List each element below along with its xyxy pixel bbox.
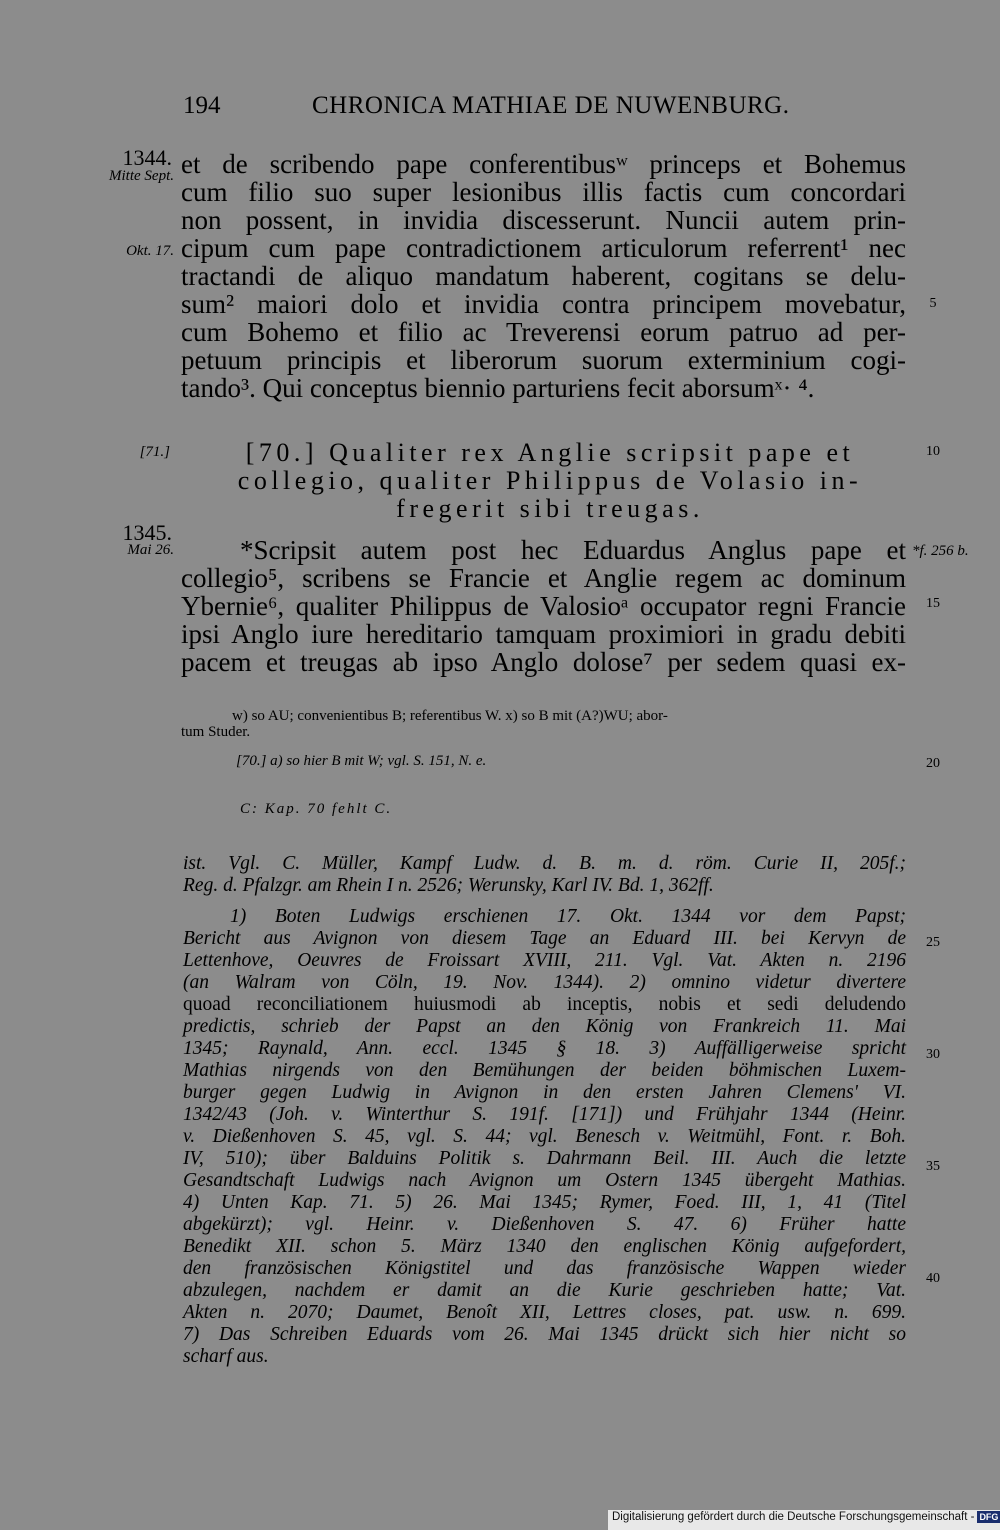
apparatus-line: C: Kap. 70 fehlt C. (240, 801, 393, 817)
chapter-heading: [70.] Qualiter rex Anglie scripsit pape et (245, 438, 855, 467)
body-line: Ybernie⁶, qualiter Philippus de Valosioᵃ occupator regni Francie (181, 591, 906, 621)
line-number: 25 (926, 935, 940, 950)
footnote-line: (an Walram von Cöln, 19. Nov. 1344). 2) omnino videtur divertere (183, 972, 906, 993)
running-title: CHRONICA MATHIAE DE NUWENBURG. (312, 92, 790, 119)
footnote-line: 7) Das Schreiben Eduards vom 26. Mai 1345 drückt sich hier nicht so (183, 1324, 906, 1345)
credit-text: Digitalisierung gefördert durch die Deutsche Forschungsgemeinschaft - (612, 1511, 975, 1524)
footnote-line: den französischen Königstitel und das französische Wappen wieder (183, 1258, 906, 1279)
margin-chapter-ref: [71.] (139, 444, 170, 460)
line-number: 10 (926, 444, 940, 459)
line-number: 20 (926, 756, 940, 771)
line-number: 5 (929, 296, 937, 311)
footnote-line: Lettenhove, Oeuvres de Froissart XVIII, 211. Vgl. Vat. Akten n. 2196 (183, 950, 906, 971)
margin-folio: *f. 256 b. (912, 543, 969, 559)
margin-date-okt-17: Okt. 17. (126, 243, 174, 259)
footnote-line: 1342/43 (Joh. v. Winterthur S. 191f. [171]) und Frühjahr 1344 (Heinr. (183, 1104, 906, 1125)
chapter-heading: collegio, qualiter Philippus de Volasio in- (237, 466, 863, 495)
body-line: ipsi Anglo iure hereditario tamquam proximiori in gradu debiti (181, 619, 906, 649)
footnote-line: 4) Unten Kap. 71. 5) 26. Mai 1345; Rymer, Foed. III, 1, 41 (Titel (183, 1192, 906, 1213)
body-line: et de scribendo pape conferentibusʷ princeps et Bohemus (181, 149, 906, 179)
apparatus-line: [70.] a) so hier B mit W; vgl. S. 151, N. e. (236, 753, 487, 769)
body-line: petuum principis et liberorum suorum exterminium cogi- (181, 345, 906, 375)
chapter-heading: fregerit sibi treugas. (396, 494, 704, 523)
footnote-line: IV, 510); über Balduins Politik s. Dahrmann Beil. III. Auch die letzte (183, 1148, 906, 1169)
footnote-line: abgekürzt); vgl. Heinr. v. Dießenhoven S. 47. 6) Früher hatte (183, 1214, 906, 1235)
footnote-line: ist. Vgl. C. Müller, Kampf Ludw. d. B. m. d. röm. Curie II, 205f.; (183, 853, 906, 874)
footnote-line: burger gegen Ludwig in Avignon in den ersten Jahren Clemens' VI. (183, 1082, 906, 1103)
footnote-line: quoad reconciliationem huiusmodi ab inceptis, nobis et sedi deludendo (183, 994, 906, 1015)
footnote-line: Reg. d. Pfalzgr. am Rhein I n. 2526; Werunsky, Karl IV. Bd. 1, 362ff. (183, 875, 714, 896)
footnote-line: Mathias nirgends von den Bemühungen der beiden böhmischen Luxem- (183, 1060, 906, 1081)
body-line: cum Bohemo et filio ac Treverensi eorum patruo ad per- (181, 317, 906, 347)
footnote-line: Akten n. 2070; Daumet, Benoît XII, Lettres closes, pat. usw. n. 699. (183, 1302, 906, 1323)
footnote-line: v. Dießenhoven S. 45, vgl. S. 44; vgl. Benesch v. Weitmühl, Font. r. Boh. (183, 1126, 906, 1147)
page-number: 194 (183, 92, 221, 119)
line-number: 30 (926, 1047, 940, 1062)
apparatus-line: tum Studer. (181, 724, 251, 740)
body-line: cum filio suo super lesionibus illis factis cum concordari (181, 177, 906, 207)
footnote-line: predictis, schrieb der Papst an den König von Frankreich 11. Mai (183, 1016, 906, 1037)
body-line: non possent, in invidia discesserunt. Nuncii autem prin- (181, 205, 906, 235)
digitization-credit (608, 1510, 1000, 1530)
line-number: 35 (926, 1159, 940, 1174)
footnote-line: abzulegen, nachdem er damit an die Kurie geschrieben hatte; Vat. (183, 1280, 906, 1301)
margin-year-1345: 1345. (122, 520, 172, 545)
margin-date-mitte-sept: Mitte Sept. (109, 168, 174, 184)
line-number: 40 (926, 1271, 940, 1286)
dfg-logo: DFG (979, 1512, 999, 1522)
body-line: sum² maiori dolo et invidia contra principem movebatur, (181, 289, 906, 319)
footnote-line: scharf aus. (183, 1346, 269, 1367)
footnote-line: Bericht aus Avignon von diesem Tage an Eduard III. bei Kervyn de (183, 928, 906, 949)
line-number: 15 (926, 596, 940, 611)
body-line: cipum cum pape contradictionem articulorum referrent¹ nec (181, 233, 906, 263)
body-line: pacem et treugas ab ipso Anglo dolose⁷ per sedem quasi ex- (181, 647, 906, 677)
body-line: tando³. Qui conceptus biennio parturiens fecit aborsumˣ· ⁴. (181, 373, 815, 403)
margin-date-mai-26: Mai 26. (127, 542, 174, 558)
footnote-line: 1) Boten Ludwigs erschienen 17. Okt. 1344 vor dem Papst; (230, 906, 906, 927)
apparatus-line: w) so AU; convenientibus B; referentibus W. x) so B mit (A?)WU; abor- (232, 708, 668, 724)
body-line: *Scripsit autem post hec Eduardus Anglus pape et (240, 535, 906, 565)
footnote-line: 1345; Raynald, Ann. eccl. 1345 § 18. 3) Auffälligerweise spricht (183, 1038, 906, 1059)
footnote-line: Benedikt XII. schon 5. März 1340 den englischen König aufgefordert, (183, 1236, 906, 1257)
margin-year-1344: 1344. (122, 145, 172, 170)
footnote-line: Gesandtschaft Ludwigs nach Avignon um Ostern 1345 übergeht Mathias. (183, 1170, 906, 1191)
body-line: collegio⁵, scribens se Francie et Anglie regem ac dominum (181, 563, 906, 593)
body-line: tractandi de aliquo mandatum haberent, cogitans se delu- (181, 261, 906, 291)
